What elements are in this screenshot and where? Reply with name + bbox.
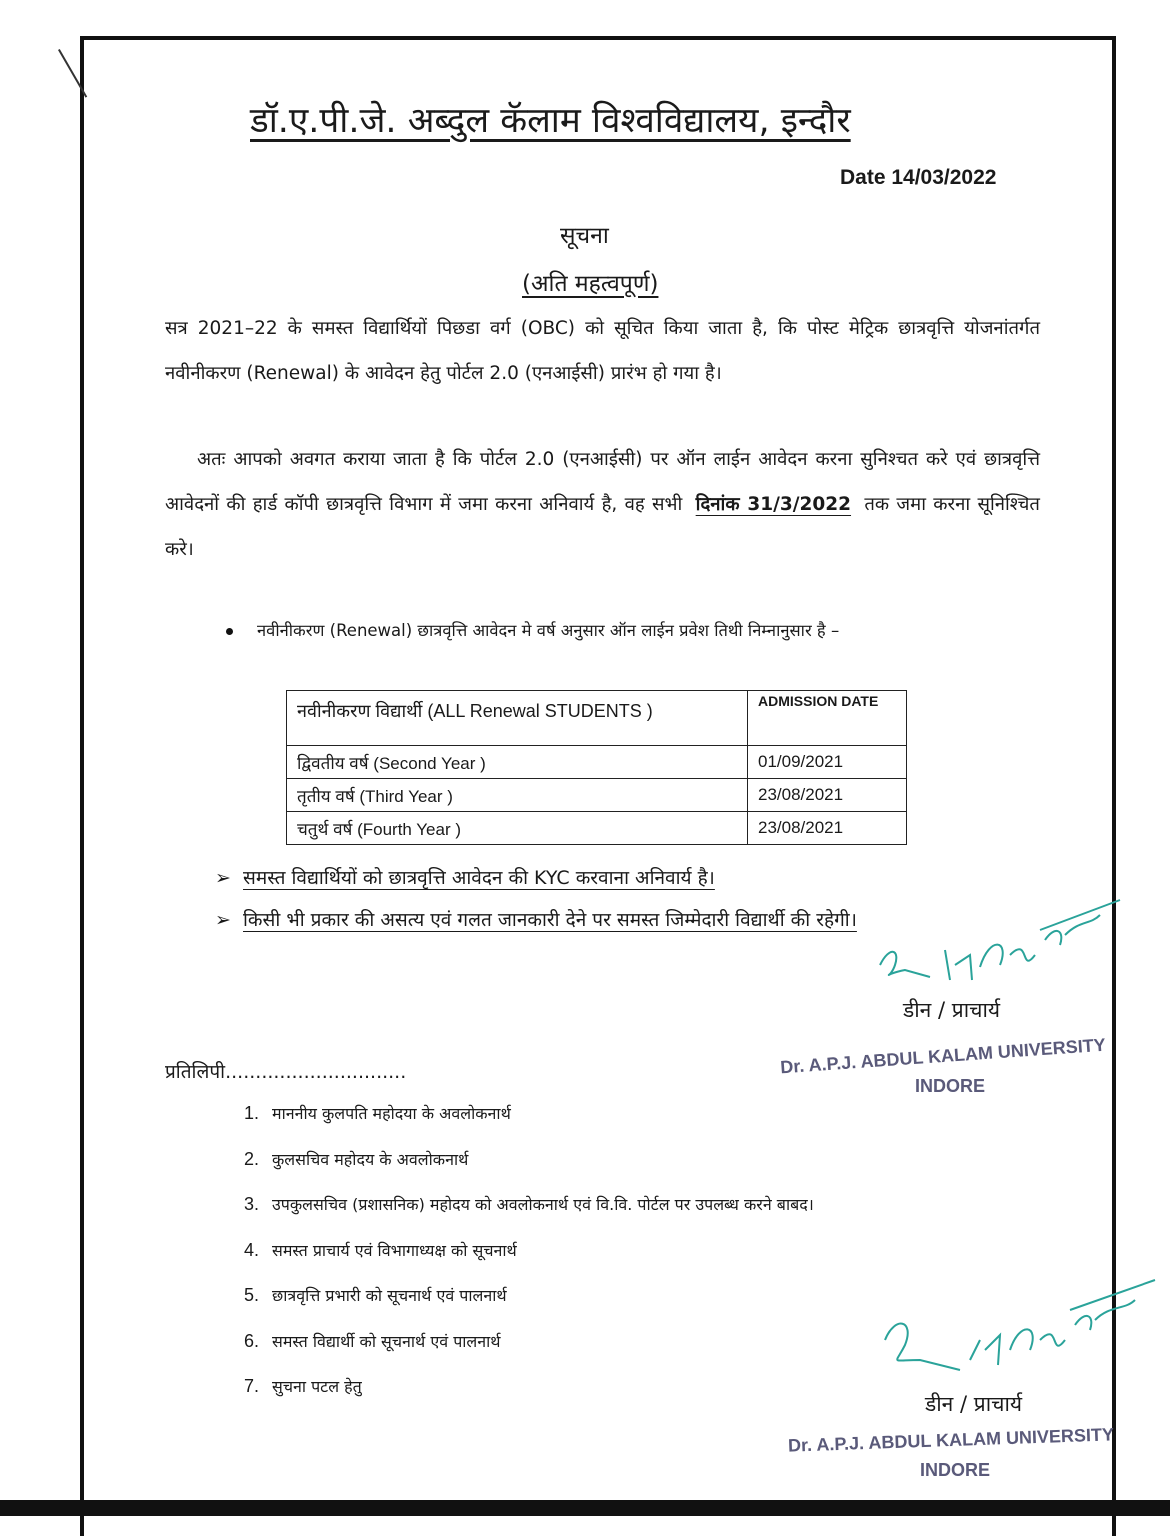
list-item: 6. समस्त विद्यार्थी को सूचनार्थ एवं पालनार्थ [264, 1326, 1064, 1372]
bullet-dot-icon [226, 628, 233, 635]
table-row [287, 812, 907, 845]
list-item: 5. छात्रवृत्ति प्रभारी को सूचनार्थ एवं पालनार्थ [264, 1280, 1064, 1326]
paragraph-1: सत्र 2021–22 के समस्त विद्यार्थियों पिछडा वर्ग (OBC) को सूचित किया जाता है, कि पोस्ट मेट्रिक छात्रवृत्ति योजनांतर्गत नवीनीकरण (Renewal) के आवेदन हेतु पोर्टल 2.0 (एनआईसी) प्रारंभ हो गया है। [165, 318, 1040, 384]
notice-heading: सूचना [560, 223, 609, 249]
table-header [287, 691, 907, 746]
list-item: 2. कुलसचिव महोदय के अवलोकनार्थ [264, 1144, 1064, 1190]
handwritten-signature-2 [870, 1270, 1160, 1400]
designation-2: डीन / प्राचार्य [925, 1392, 1023, 1416]
row-year: तृतीय वर्ष (Third Year ) [287, 779, 748, 812]
row-date: 23/08/2021 [748, 812, 907, 845]
university-stamp-2-line1: Dr. A.P.J. ABDUL KALAM UNIVERSITY [787, 1424, 1115, 1456]
designation-1: डीन / प्राचार्य [903, 998, 1001, 1022]
row-year: चतुर्थ वर्ष (Fourth Year ) [287, 812, 748, 845]
row-year: द्विवतीय वर्ष (Second Year ) [287, 746, 748, 779]
list-item: 4. समस्त प्राचार्य एवं विभागाध्यक्ष को सूचनार्थ [264, 1235, 1064, 1281]
renewal-table [286, 690, 907, 845]
deadline-date: दिनांक 31/3/2022 [695, 494, 852, 515]
instruction-responsibility-text: किसी भी प्रकार की असत्य एवं गलत जानकारी देने पर समस्त जिम्मेदारी विद्यार्थी की रहेगी। [243, 909, 857, 931]
university-stamp-1-line2: INDORE [915, 1076, 986, 1096]
paragraph-2 [165, 437, 1040, 572]
row-date: 01/09/2021 [748, 746, 907, 779]
university-stamp-2-line2: INDORE [920, 1460, 991, 1480]
university-stamp-1-line1: Dr. A.P.J. ABDUL KALAM UNIVERSITY [779, 1034, 1107, 1078]
copy-to-label: प्रतिलिपी.............................. [165, 1061, 407, 1083]
scan-bottom-edge [0, 1500, 1170, 1516]
bullet-text: नवीनीकरण (Renewal) छात्रवृत्ति आवेदन मे वर्ष अनुसार ऑन लाईन प्रवेश तिथी निम्नानुसार है – [257, 621, 840, 640]
handwritten-signature-1 [860, 895, 1130, 1005]
header-students: नवीनीकरण विद्यार्थी (ALL Renewal STUDENTS ) [287, 691, 748, 746]
arrow-icon: ➢ [215, 867, 231, 889]
list-item: 7. सुचना पटल हेतु [264, 1371, 1064, 1417]
university-title: डॉ.ए.पी.जे. अब्दुल कॅलाम विश्वविद्यालय, इन्दौर [250, 101, 851, 141]
bullet-line [226, 618, 839, 641]
list-item: 3. उपकुलसचिव (प्रशासनिक) महोदय को अवलोकनार्थ एवं वि.वि. पोर्टल पर उपलब्ध करने बाबद। [264, 1189, 1064, 1235]
instruction-kyc [215, 864, 715, 890]
notice-date: Date 14/03/2022 [840, 166, 997, 189]
table-row [287, 746, 907, 779]
instruction-kyc-text: समस्त विद्यार्थियों को छात्रवृत्ति आवेदन की KYC करवाना अनिवार्य है। [243, 867, 715, 889]
header-admission-date: ADMISSION DATE [748, 691, 907, 746]
table-row [287, 779, 907, 812]
list-item: 1. माननीय कुलपति महोदया के अवलोकनार्थ [264, 1098, 1064, 1144]
arrow-icon: ➢ [215, 909, 231, 931]
row-date: 23/08/2021 [748, 779, 907, 812]
notice-subheading: (अति महत्वपूर्ण) [522, 271, 659, 297]
paragraph-2-text: अतः आपको अवगत कराया जाता है कि पोर्टल 2.0 (एनआईसी) पर ऑन लाईन आवेदन करना सुनिश्चत करे एवं छात्रवृत्ति आवेदनों की हार्ड कॉपी छात्रवृत्ति विभाग में जमा करना अनिवार्य है, वह सभी [165, 449, 1040, 515]
instruction-responsibility [215, 906, 857, 932]
paragraph-2-end: तक जमा करना सूनिश्चित करे। [165, 494, 1040, 560]
